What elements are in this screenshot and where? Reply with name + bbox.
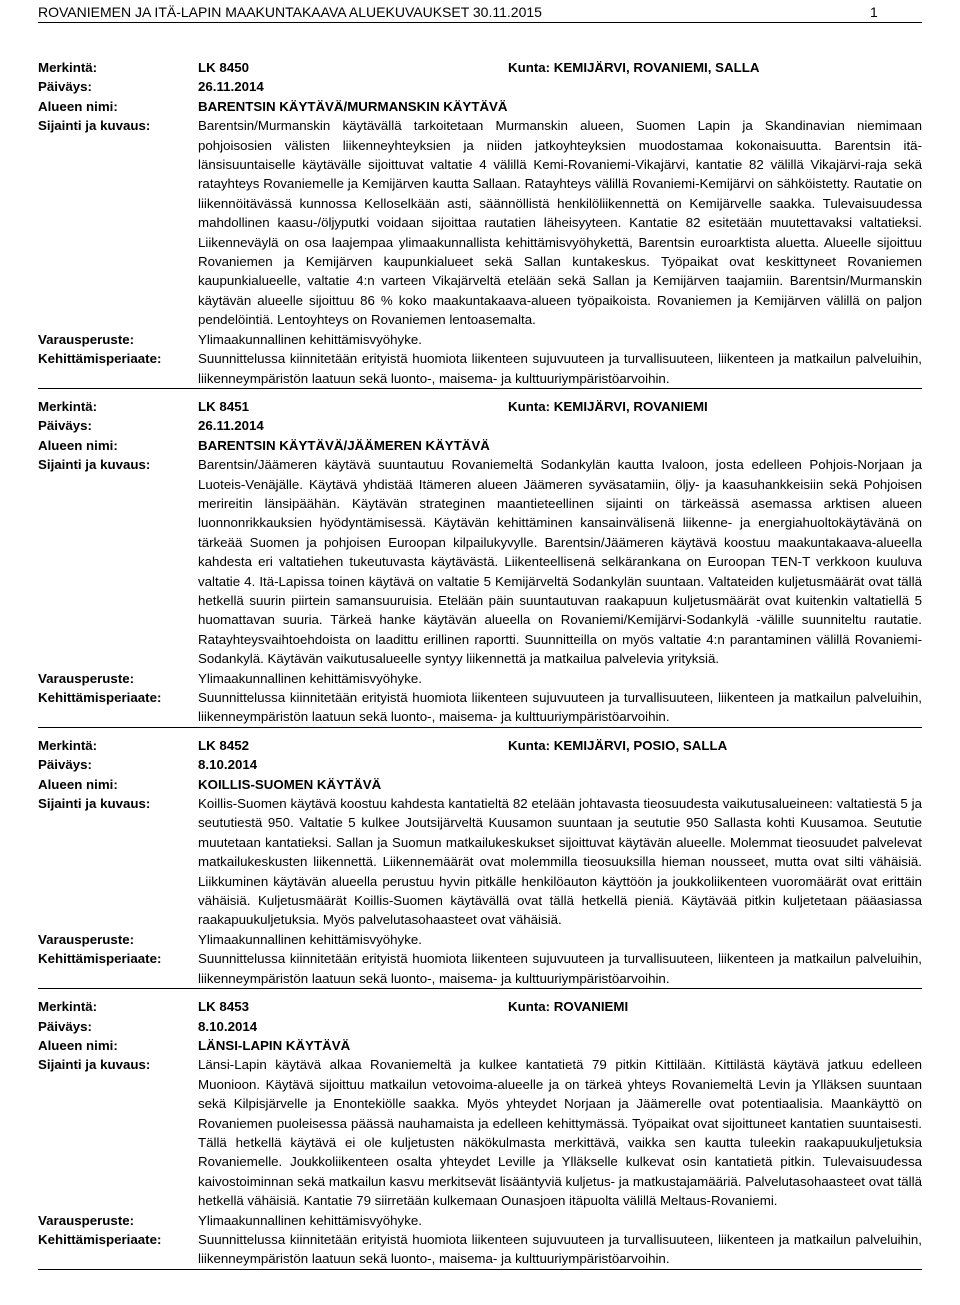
sijainti-label: Sijainti ja kuvaus: [38, 118, 151, 134]
varaus-value: Ylimaakunnallinen kehittämisvyöhyke. [198, 1212, 422, 1228]
sijainti-value: Länsi-Lapin käytävä alkaa Rovaniemeltä ja kulkee kantatietä 79 pitkin Kittilään. Kittilästä käytävä jatkuu edelleen Muonioon. Käytävä sijoittuu matkailun vetovoima-alueelle ja on tärkeä yhteys Rovaniemeltä Levin ja Ylläksen suuntaan sekä Kilpisjärvelle ja Enontekiölle saakka. Myös yhteydet Norjaan ja Jäämerelle ovat potentiaalisia. Maankäyttö on Rovaniemen puoleisessa päässä nauhamaista ja edelleen kehittymässä. Työpaikat ovat sijoittuneet kantatien suuntaisesti. Tällä hetkellä käytävä ei ole kuljetusten näkökulmasta merkittävä, vaikka sen kautta tuleekin raakapuukuljetuksia Rovaniemelle. Joukkoliikenteen osalta yhteydet Leville ja Ylläkselle kulkevat osin kantatietä pitkin. Tulevaisuudessa kaivostoiminnan sekä matkailun kasvu merkitsevät lisääntyviä kuljetus- ja matkustajamääriä. Palvelutasohaasteet ovat tällä hetkellä vähäisiä. Kantatie 79 siirretään kulkemaan Ounasjoen itäpuolta välillä Meltaus-Rovaniemi. [198, 1057, 922, 1209]
kehitys-label: Kehittämisperiaate: [38, 951, 162, 967]
kunta-value: Kunta: KEMIJÄRVI, ROVANIEMI, SALLA [508, 60, 760, 75]
alue-row [38, 97, 922, 116]
merkinta-code: LK 8451 [198, 398, 249, 414]
kehitys-row [38, 349, 922, 388]
varaus-label: Varausperuste: [38, 1212, 135, 1228]
merkinta-code: LK 8452 [198, 737, 249, 753]
merkinta-label: Merkintä: [38, 60, 98, 75]
varaus-label: Varausperuste: [38, 670, 135, 686]
alue-value: BARENTSIN KÄYTÄVÄ/MURMANSKIN KÄYTÄVÄ [198, 98, 508, 114]
sijainti-value: Koillis-Suomen käytävä koostuu kahdesta kantatieltä 82 etelään johtavasta tieosuudesta vaikutusalueineen: valtatiestä 5 ja seututiestä 950. Valtatie 5 kulkee Joutsijärveltä Kuusamon suuntaan ja seututie 950 Sallasta kohti Kuusamoa. Seututie muutetaan kantatieksi. Sallan ja Suomun matkailukeskukset sijoittuvat käytävän alueelle. Molemmat tieosuudet palvelevat matkailukeskusten liikennettä. Liikennemäärät ovat molemmilla tieosuuksilla hieman nousseet, mutta ovat silti vähäisiä. Liikkuminen käytävän alueella perustuu hyvin pitkälle henkilöauton käyttöön ja joukkoliikenteen vuoromäärät ovat erittäin vähäisiä. Kuljetusmäärät Koillis-Suomen käytävällä ovat tällä hetkellä pieniä. Käytävää pitkin kuljetetaan pääasiassa raakapuukuljetuksia. Myös palvelutasohaasteet ovat vähäisiä. [198, 796, 922, 928]
sijainti-value: Barentsin/Jäämeren käytävä suuntautuu Rovaniemeltä Sodankylän kautta Ivaloon, josta edelleen Pohjois-Norjaan ja Luoteis-Venäjälle. Käytävä yhdistää Itämeren alueen Jäämeren syväsatamiin, öljy- ja kaasuhankkeisiin sekä Pohjoisen merireitin länsipäähän. Käytävän strateginen maantieteellinen sijainti on tärkeässä asemassa arktisen alueen luonnonrikkauksien hyödyntämisessä. Käytävän kehittäminen kansainvälisenä liikenne- ja energiahuoltokäytävänä on tärkeää Suomen ja pohjoisen Euroopan kilpailukyvylle. Barentsin/Jäämeren käytävä koostuu maakuntakaava-alueella kahdesta eri valtatiehen tukeutuvasta käytävästä. Liikenteellisenä selkärankana on Euroopan TEN-T verkkoon kuuluva valtatie 4. Itä-Lapissa toinen käytävä on valtatie 5 Kemijärveltä Sodankylän suuntaan. Valtateiden kuljetusmäärät ovat tällä hetkellä suurin piirtein samansuuruisia. Etelään päin suuntautuvan raakapuun kuljetusmäärät ovat kuitenkin valtatiellä 5 huomattavan suuria. Tärkeä hanke käytävän alueella on Rovaniemi/Kemijärvi-Sodankylä -välille suunniteltu rautatie. Ratayhteysvaihtoehdoista on laadittu erillinen raportti. Suunnitteilla on myös valtatie 4:n parantaminen välillä Rovaniemi-Sodankylä. Käytävän vaikutusalueelle syntyy liikennettä ja matkailua palvelevia yrityksiä. [198, 457, 922, 667]
paivays-value: 26.11.2014 [198, 418, 264, 434]
kehitys-row [38, 688, 922, 727]
paivays-row [38, 77, 922, 96]
varaus-label: Varausperuste: [38, 331, 135, 347]
varaus-row [38, 930, 922, 949]
merkinta-code: LK 8453 [198, 999, 249, 1015]
paivays-value: 8.10.2014 [198, 757, 258, 773]
varaus-label: Varausperuste: [38, 931, 135, 947]
merkinta-row [38, 397, 922, 416]
varaus-row [38, 669, 922, 688]
kehitys-label: Kehittämisperiaate: [38, 351, 162, 367]
varaus-value: Ylimaakunnallinen kehittämisvyöhyke. [198, 670, 422, 686]
alue-value: BARENTSIN KÄYTÄVÄ/JÄÄMEREN KÄYTÄVÄ [198, 437, 490, 453]
kunta-value: Kunta: ROVANIEMI [508, 999, 629, 1015]
merkinta-label: Merkintä: [38, 999, 98, 1015]
kehitys-value: Suunnittelussa kiinnitetään erityistä huomiota liikenteen sujuvuuteen ja turvallisuuteen, liikenteen ja matkailun palveluihin, liikenneympäristön laatuun sekä luonto-, maisema- ja kulttuuriympäristöarvoihin. [198, 690, 922, 725]
varaus-value: Ylimaakunnallinen kehittämisvyöhyke. [198, 931, 422, 947]
alue-row [38, 775, 922, 794]
sijainti-row [38, 794, 922, 930]
alue-row [38, 436, 922, 455]
document-title: ROVANIEMEN JA ITÄ-LAPIN MAAKUNTAKAAVA ALUEKUVAUKSET 30.11.2015 [38, 4, 542, 20]
kehitys-value: Suunnittelussa kiinnitetään erityistä huomiota liikenteen sujuvuuteen ja turvallisuuteen, liikenteen ja matkailun palveluihin, liikenneympäristön laatuun sekä luonto-, maisema- ja kulttuuriympäristöarvoihin. [198, 351, 922, 386]
alue-label: Alueen nimi: [38, 437, 118, 453]
kunta-value: Kunta: KEMIJÄRVI, ROVANIEMI [508, 398, 708, 414]
entry-lk-8451 [38, 397, 922, 728]
paivays-label: Päiväys: [38, 418, 92, 434]
sijainti-label: Sijainti ja kuvaus: [38, 457, 151, 473]
entry-lk-8450 [38, 58, 922, 389]
alue-label: Alueen nimi: [38, 776, 118, 792]
merkinta-code: LK 8450 [198, 60, 249, 75]
merkinta-row [38, 736, 922, 755]
kehitys-value: Suunnittelussa kiinnitetään erityistä huomiota liikenteen sujuvuuteen ja turvallisuuteen, liikenteen ja matkailun palveluihin, liikenneympäristön laatuun sekä luonto-, maisema- ja kulttuuriympäristöarvoihin. [198, 951, 922, 986]
alue-value: LÄNSI-LAPIN KÄYTÄVÄ [198, 1037, 351, 1053]
merkinta-row [38, 58, 922, 77]
sijainti-value: Barentsin/Murmanskin käytävällä tarkoitetaan Murmanskin alueen, Suomen Lapin ja Skandinavian niemimaan pohjoisosien välisten liikenneyhteyksien ja niiden jatkoyhteyksien muodostamaa kokonaisuutta. Barentsin itä-länsisuuntaiselle käytävälle sijoittuvat valtatie 4 välillä Kemi-Rovaniemi-Vikajärvi, kantatie 82 välillä Vikajärvi-raja sekä ratayhteys Rovaniemelle ja Kemijärven kautta Sallaan. Ratayhteys välillä Rovaniemi-Kemijärvi on sähköistetty. Rautatie on liikennöitävässä kunnossa Kelloselkään asti, säännöllistä henkilöliikennettä on Kemijärvelle saakka. Tulevaisuudessa mahdollinen kaasu-/öljyputki voidaan sijoittaa rautatien läheisyyteen. Kantatie 82 esitetään muutettavaksi valtatieksi. Liikenneväylä on osa laajempaa ylimaakunnallista kehittämisvyöhykettä, Barentsin euroarktista aluetta. Alueelle sijoittuu Rovaniemen ja Kemijärven kaupunkialueet sekä Sallan kuntakeskus. Työpaikat ovat keskittyneet Rovaniemen kaupunkialueelle, valtatie 4:n varteen Vikajärveltä etelään sekä Sallan ja Kemijärven taajamiin. Barentsin/Murmanskin käytävän alueelle sijoittuu 86 % koko maakuntakaava-alueen työpaikoista. Rovaniemen ja Kemijärven välillä on paljon pendelöintiä. Lentoyhteys on Rovaniemen lentoasemalta. [198, 118, 922, 328]
alue-value: KOILLIS-SUOMEN KÄYTÄVÄ [198, 776, 382, 792]
merkinta-label: Merkintä: [38, 737, 98, 753]
paivays-label: Päiväys: [38, 79, 92, 95]
kehitys-row [38, 1230, 922, 1269]
sijainti-row [38, 455, 922, 668]
paivays-label: Päiväys: [38, 1018, 92, 1034]
sijainti-label: Sijainti ja kuvaus: [38, 1057, 151, 1073]
kehitys-label: Kehittämisperiaate: [38, 690, 162, 705]
kehitys-value: Suunnittelussa kiinnitetään erityistä huomiota liikenteen sujuvuuteen ja turvallisuuteen, liikenteen ja matkailun palveluihin, liikenneympäristön laatuun sekä luonto-, maisema- ja kulttuuriympäristöarvoihin. [198, 1231, 922, 1267]
alue-label: Alueen nimi: [38, 98, 118, 114]
paivays-value: 8.10.2014 [198, 1018, 258, 1034]
varaus-row [38, 1211, 922, 1230]
entry-lk-8452 [38, 736, 922, 989]
merkinta-row [38, 997, 922, 1016]
sijainti-label: Sijainti ja kuvaus: [38, 796, 151, 812]
sijainti-row [38, 1055, 922, 1210]
alue-label: Alueen nimi: [38, 1037, 118, 1053]
alue-row [38, 1036, 922, 1055]
paivays-row [38, 1017, 922, 1036]
paivays-value: 26.11.2014 [198, 79, 264, 95]
paivays-row [38, 755, 922, 774]
varaus-value: Ylimaakunnallinen kehittämisvyöhyke. [198, 331, 422, 347]
entry-lk-8453 [38, 997, 922, 1270]
varaus-row [38, 330, 922, 349]
sijainti-row [38, 116, 922, 329]
kunta-value: Kunta: KEMIJÄRVI, POSIO, SALLA [508, 737, 728, 753]
page-header [38, 2, 922, 23]
paivays-row [38, 416, 922, 435]
document-body [38, 58, 922, 1270]
page-number: 1 [870, 4, 878, 20]
kehitys-row [38, 949, 922, 988]
paivays-label: Päiväys: [38, 757, 92, 773]
merkinta-label: Merkintä: [38, 398, 98, 414]
kehitys-label: Kehittämisperiaate: [38, 1231, 162, 1247]
